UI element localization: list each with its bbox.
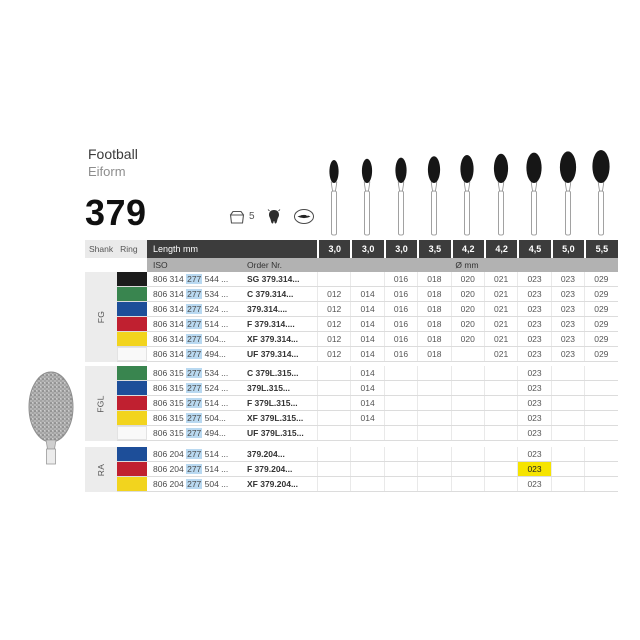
ring-color-chip-red	[117, 462, 147, 476]
order-number: XF 379.314...	[247, 334, 299, 344]
diameter-value	[484, 462, 517, 476]
diameter-value: 021	[484, 332, 517, 346]
diameter-value	[417, 462, 450, 476]
diameter-value	[551, 366, 584, 380]
diameter-value	[584, 381, 617, 395]
diameter-value	[417, 381, 450, 395]
iso-suffix: 494...	[202, 349, 226, 359]
iso-highlight: 277	[187, 349, 202, 359]
diameter-value: 023	[517, 272, 550, 286]
shank-type-label	[85, 366, 117, 441]
diameter-value: 014	[350, 287, 383, 301]
tooth-icon	[266, 208, 282, 225]
table-row	[117, 381, 618, 396]
bur-illustration	[551, 148, 584, 236]
ring-color-chip-green	[117, 366, 147, 380]
diameter-value	[317, 477, 350, 491]
diameter-value: 023	[517, 317, 550, 331]
iso-suffix: 494...	[202, 428, 226, 438]
diameter-value	[551, 381, 584, 395]
diameter-value	[417, 426, 450, 440]
product-name: Football	[88, 146, 138, 162]
iso-number	[147, 426, 247, 440]
diameter-value	[551, 426, 584, 440]
table-section-fgl	[85, 366, 618, 441]
iso-suffix: 504...	[202, 413, 226, 423]
ring-color-chip-yellow	[117, 477, 147, 491]
ring-color-chip-white	[117, 347, 147, 361]
bur-illustrations	[317, 148, 618, 236]
diameter-value	[384, 462, 417, 476]
table-row	[117, 477, 618, 492]
diameter-value: 012	[317, 287, 350, 301]
model-number: 379	[85, 192, 147, 233]
bur-illustration	[417, 148, 450, 236]
diameter-value: 018	[417, 287, 450, 301]
diameter-value: 029	[584, 332, 617, 346]
shank-header-label: Shank	[89, 244, 114, 254]
table-row	[117, 426, 618, 441]
iso-suffix: 514 ...	[202, 398, 229, 408]
diameter-value	[350, 272, 383, 286]
ring-header-label: Ring	[120, 244, 138, 254]
diameter-value	[317, 381, 350, 395]
diameter-value	[317, 411, 350, 425]
ring-color-chip-blue	[117, 381, 147, 395]
iso-number	[147, 381, 247, 395]
length-header: 3,0	[384, 240, 417, 258]
diameter-value: 021	[484, 302, 517, 316]
bur-illustration	[451, 148, 484, 236]
diameter-value	[384, 366, 417, 380]
order-number: XF 379L.315...	[247, 413, 304, 423]
length-header: 5,0	[551, 240, 584, 258]
packaging-icons	[228, 208, 315, 225]
diameter-value: 023	[517, 366, 550, 380]
iso-number	[147, 317, 247, 331]
diameter-value	[317, 396, 350, 410]
diameter-value: 023	[517, 287, 550, 301]
table-row	[117, 287, 618, 302]
diameter-value	[484, 477, 517, 491]
diameter-value: 023	[517, 347, 550, 361]
ring-color-chip-yellow	[117, 411, 147, 425]
diameter-value: 016	[384, 287, 417, 301]
order-number: SG 379.314...	[247, 274, 300, 284]
bur-illustration	[350, 148, 383, 236]
table-row	[117, 396, 618, 411]
iso-number	[147, 396, 247, 410]
length-header: 4,2	[484, 240, 517, 258]
diameter-value	[451, 366, 484, 380]
iso-prefix: 806 314	[153, 304, 187, 314]
diameter-value: 021	[484, 287, 517, 301]
diameter-value	[384, 411, 417, 425]
diameter-value: 023	[517, 381, 550, 395]
iso-highlight: 277	[187, 274, 202, 284]
table-body	[85, 272, 618, 492]
diameter-value	[317, 426, 350, 440]
diameter-value	[451, 426, 484, 440]
table-row	[117, 366, 618, 381]
diameter-value: 016	[384, 317, 417, 331]
diameter-value: 016	[384, 272, 417, 286]
diameter-value: 018	[417, 347, 450, 361]
iso-prefix: 806 204	[153, 464, 187, 474]
ring-color-chip-red	[117, 317, 147, 331]
iso-number	[147, 347, 247, 361]
diameter-value	[551, 396, 584, 410]
diameter-value	[417, 447, 450, 461]
iso-prefix: 806 314	[153, 274, 187, 284]
diameter-value	[384, 477, 417, 491]
diameter-value	[484, 426, 517, 440]
table-row	[117, 302, 618, 317]
iso-prefix: 806 314	[153, 334, 187, 344]
product-name-german: Eiform	[88, 164, 126, 179]
diameter-value	[584, 426, 617, 440]
iso-prefix: 806 315	[153, 413, 187, 423]
bur-illustration	[585, 148, 618, 236]
pack-quantity	[228, 209, 255, 225]
length-header: 4,5	[517, 240, 550, 258]
iso-number	[147, 302, 247, 316]
iso-highlight: 277	[187, 449, 202, 459]
diameter-value	[317, 462, 350, 476]
diameter-value	[350, 477, 383, 491]
iso-suffix: 504...	[202, 334, 226, 344]
diameter-value	[484, 396, 517, 410]
diameter-value	[484, 447, 517, 461]
iso-highlight: 277	[187, 383, 202, 393]
diameter-value: 023	[517, 447, 550, 461]
diameter-value: 014	[350, 411, 383, 425]
package-icon	[228, 209, 246, 225]
iso-prefix: 806 315	[153, 398, 187, 408]
order-number: F 379.204...	[247, 464, 293, 474]
diameter-value	[417, 366, 450, 380]
ring-color-chip-blue	[117, 302, 147, 316]
diameter-value	[584, 462, 617, 476]
order-number: 379L.315...	[247, 383, 291, 393]
iso-suffix: 524 ...	[202, 304, 229, 314]
iso-number	[147, 411, 247, 425]
diameter-value: 020	[451, 332, 484, 346]
diameter-value: 018	[417, 332, 450, 346]
diameter-value: 012	[317, 347, 350, 361]
diameter-value	[584, 366, 617, 380]
diameter-value: 023	[551, 332, 584, 346]
diameter-value	[551, 477, 584, 491]
diameter-value	[451, 381, 484, 395]
diameter-value-highlighted: 023	[517, 462, 550, 476]
iso-number	[147, 287, 247, 301]
table-section-ra	[85, 447, 618, 492]
iso-number	[147, 462, 247, 476]
diameter-value	[317, 366, 350, 380]
diameter-value: 021	[484, 272, 517, 286]
order-number: 379.204...	[247, 449, 285, 459]
diameter-value: 018	[417, 272, 450, 286]
diameter-value	[551, 411, 584, 425]
shank-type-label	[85, 447, 117, 492]
length-header: 3,5	[417, 240, 450, 258]
diameter-value: 014	[350, 347, 383, 361]
diameter-value	[350, 462, 383, 476]
diameter-value	[384, 426, 417, 440]
diameter-value: 014	[350, 381, 383, 395]
diameter-value: 012	[317, 317, 350, 331]
diameter-value: 012	[317, 332, 350, 346]
diameter-value: 016	[384, 332, 417, 346]
iso-number	[147, 366, 247, 380]
diameter-value: 014	[350, 396, 383, 410]
diameter-value: 014	[350, 302, 383, 316]
diameter-value	[384, 447, 417, 461]
iso-prefix: 806 315	[153, 428, 187, 438]
diameter-value	[551, 447, 584, 461]
diameter-value	[584, 447, 617, 461]
diameter-value	[584, 477, 617, 491]
diameter-value	[350, 426, 383, 440]
ring-color-chip-red	[117, 396, 147, 410]
bur-illustration	[317, 148, 350, 236]
iso-highlight: 277	[187, 479, 202, 489]
ring-color-chip-green	[117, 287, 147, 301]
iso-prefix: 806 315	[153, 383, 187, 393]
diameter-value	[384, 396, 417, 410]
diameter-value: 020	[451, 272, 484, 286]
table-row	[117, 332, 618, 347]
iso-highlight: 277	[187, 304, 202, 314]
diameter-value: 029	[584, 347, 617, 361]
table-row	[117, 447, 618, 462]
iso-highlight: 277	[187, 368, 202, 378]
iso-suffix: 534 ...	[202, 289, 229, 299]
diameter-value: 020	[451, 317, 484, 331]
diameter-value: 018	[417, 302, 450, 316]
iso-suffix: 514 ...	[202, 319, 229, 329]
table-row	[117, 317, 618, 332]
iso-header-label: ISO	[153, 260, 168, 270]
diameter-value	[384, 381, 417, 395]
iso-highlight: 277	[187, 428, 202, 438]
spec-table	[85, 240, 618, 492]
diameter-value	[350, 447, 383, 461]
iso-suffix: 504 ...	[202, 479, 229, 489]
diameter-value	[317, 272, 350, 286]
diameter-value	[484, 411, 517, 425]
shank-type-text: RA	[95, 463, 106, 476]
iso-highlight: 277	[187, 413, 202, 423]
diameter-value: 023	[517, 302, 550, 316]
diameter-value	[551, 462, 584, 476]
length-headers	[317, 240, 618, 258]
diameter-value: 018	[417, 317, 450, 331]
diameter-value: 023	[551, 287, 584, 301]
diameter-value	[584, 396, 617, 410]
diameter-value	[484, 366, 517, 380]
length-header-label: Length mm	[147, 240, 317, 258]
diameter-value: 014	[350, 332, 383, 346]
order-number: F 379L.315...	[247, 398, 298, 408]
shank-ring-header	[85, 240, 147, 258]
diameter-value	[417, 396, 450, 410]
order-number: UF 379.314...	[247, 349, 299, 359]
iso-suffix: 514 ...	[202, 464, 229, 474]
iso-number	[147, 272, 247, 286]
diameter-value: 023	[517, 411, 550, 425]
order-header-label: Order Nr.	[247, 260, 282, 270]
diameter-value	[451, 447, 484, 461]
iso-number	[147, 332, 247, 346]
iso-highlight: 277	[187, 319, 202, 329]
ring-color-chip-black	[117, 272, 147, 286]
diameter-value: 023	[517, 396, 550, 410]
order-number: F 379.314....	[247, 319, 295, 329]
iso-highlight: 277	[187, 398, 202, 408]
diameter-value	[451, 477, 484, 491]
shank-type-label	[85, 272, 117, 362]
diameter-value: 023	[551, 347, 584, 361]
diameter-value: 029	[584, 302, 617, 316]
ring-color-chip-blue	[117, 447, 147, 461]
shank-type-text: FG	[96, 310, 106, 324]
length-header: 4,2	[451, 240, 484, 258]
diameter-value: 016	[384, 347, 417, 361]
length-header: 5,5	[584, 240, 617, 258]
order-number: UF 379L.315...	[247, 428, 304, 438]
table-row	[117, 272, 618, 287]
diameter-value: 020	[451, 287, 484, 301]
diameter-value: 029	[584, 272, 617, 286]
diameter-value: 014	[350, 317, 383, 331]
order-number: XF 379.204...	[247, 479, 299, 489]
diameter-value	[317, 447, 350, 461]
iso-prefix: 806 314	[153, 349, 187, 359]
pack-quantity-label: 5	[249, 211, 255, 222]
diameter-value	[451, 462, 484, 476]
iso-highlight: 277	[187, 289, 202, 299]
iso-number	[147, 477, 247, 491]
diameter-value	[417, 477, 450, 491]
diameter-value	[451, 396, 484, 410]
diameter-value: 014	[350, 366, 383, 380]
diameter-value	[484, 381, 517, 395]
diameter-value	[584, 411, 617, 425]
table-section-fg	[85, 272, 618, 362]
iso-highlight: 277	[187, 464, 202, 474]
diameter-value	[417, 411, 450, 425]
diameter-value: 020	[451, 302, 484, 316]
diameter-value: 021	[484, 317, 517, 331]
iso-suffix: 534 ...	[202, 368, 229, 378]
iso-prefix: 806 314	[153, 319, 187, 329]
table-row	[117, 462, 618, 477]
table-header-row	[85, 240, 618, 258]
length-header: 3,0	[317, 240, 350, 258]
diameter-value: 012	[317, 302, 350, 316]
bur-illustration	[518, 148, 551, 236]
diameter-value	[451, 347, 484, 361]
ring-color-chip-white	[117, 426, 147, 440]
iso-prefix: 806 204	[153, 449, 187, 459]
bur-illustration	[484, 148, 517, 236]
shank-type-text: FGL	[96, 394, 106, 413]
bur-illustration	[384, 148, 417, 236]
diameter-value: 023	[517, 477, 550, 491]
iso-suffix: 524 ...	[202, 383, 229, 393]
table-row	[117, 411, 618, 426]
diameter-value: 021	[484, 347, 517, 361]
diameter-value: 023	[551, 317, 584, 331]
diameter-value: 023	[551, 272, 584, 286]
length-header: 3,0	[350, 240, 383, 258]
iso-prefix: 806 315	[153, 368, 187, 378]
product-photo-bur	[26, 370, 78, 470]
diameter-value: 029	[584, 317, 617, 331]
ring-color-chip-yellow	[117, 332, 147, 346]
diameter-value: 016	[384, 302, 417, 316]
diameter-value: 023	[551, 302, 584, 316]
iso-suffix: 514 ...	[202, 449, 229, 459]
iso-prefix: 806 204	[153, 479, 187, 489]
table-row	[117, 347, 618, 362]
diameter-value: 023	[517, 332, 550, 346]
oval-bur-icon	[293, 208, 315, 225]
table-subheader-row	[85, 258, 618, 272]
iso-number	[147, 447, 247, 461]
diameter-value: 029	[584, 287, 617, 301]
iso-suffix: 544 ...	[202, 274, 229, 284]
iso-highlight: 277	[187, 334, 202, 344]
iso-prefix: 806 314	[153, 289, 187, 299]
diameter-value: 023	[517, 426, 550, 440]
diameter-value	[451, 411, 484, 425]
order-number: 379.314....	[247, 304, 288, 314]
diameter-header-label: Ø mm	[455, 260, 479, 270]
order-number: C 379L.315...	[247, 368, 299, 378]
order-number: C 379.314...	[247, 289, 294, 299]
